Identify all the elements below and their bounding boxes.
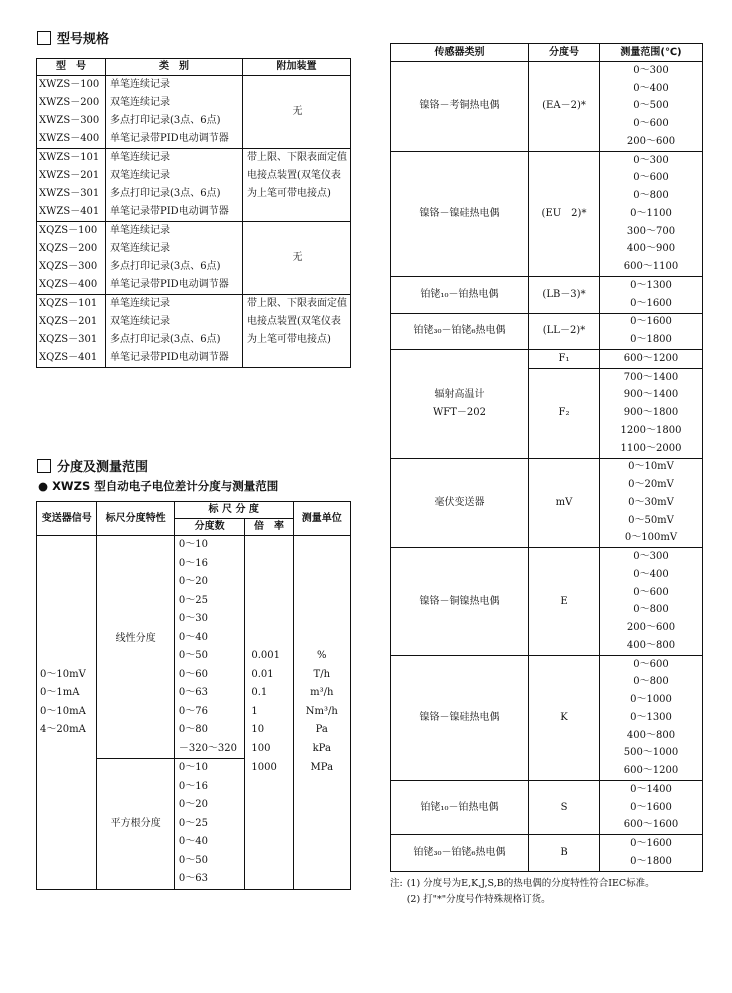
unit-cell	[293, 592, 350, 611]
category-cell: 单笔连续记录	[106, 76, 243, 95]
table-row	[37, 852, 351, 871]
signal-cell	[37, 647, 97, 666]
col-header-unit: 测量单位	[293, 502, 350, 536]
checkbox-square-icon	[37, 459, 51, 473]
range-cell: 0～300	[600, 151, 703, 169]
table-row	[37, 647, 351, 666]
code-cell: (LB－3)*	[529, 277, 600, 314]
col-header-divisions: 分度数	[174, 519, 245, 536]
code-cell: E	[529, 548, 600, 656]
sensor-type-cell: 镍铬－镍硅热电偶	[391, 151, 529, 276]
model-cell: XQZS－101	[37, 295, 106, 314]
division-cell: －320～320	[174, 740, 245, 759]
range-cell: 400～800	[626, 729, 676, 741]
footnotes	[390, 876, 655, 908]
category-cell: 多点打印记录(3点、6点)	[106, 258, 243, 276]
unit-cell: Nm³/h	[305, 705, 338, 717]
signal-cell	[37, 573, 97, 592]
range-cell: 0～1300	[630, 711, 672, 723]
multiplier-cell: 0.01	[245, 666, 293, 685]
unit-cell	[293, 778, 350, 797]
col-header-code: 分度号	[529, 44, 600, 62]
col-header-signal: 变送器信号	[37, 502, 97, 536]
col-header-sensor-type: 传感器类别	[391, 44, 529, 62]
code-cell: (EU 2)*	[529, 151, 600, 276]
signal-cell: 0～10mA	[37, 703, 97, 722]
model-cell: XQZS－401	[37, 349, 106, 368]
extra-device-cell: 带上限、下限表面定值电接点装置(双笔仪表为上笔可带电接点)	[243, 149, 351, 222]
table-row	[37, 536, 351, 555]
model-cell: XQZS－200	[37, 240, 106, 258]
division-cell: 0～50	[174, 852, 245, 871]
sensor-type-cell: 铂铑₁₀－铂热电偶	[391, 277, 529, 314]
sensor-type-line: 辐射高温计	[434, 388, 485, 400]
model-spec-table-wrap	[36, 58, 351, 368]
unit-cell	[293, 610, 350, 629]
unit-cell	[293, 833, 350, 852]
range-cell: 0～10mV	[600, 458, 703, 476]
multiplier-cell	[245, 778, 293, 797]
checkbox-square-icon	[37, 31, 51, 45]
multiplier-cell: 100	[245, 740, 293, 759]
range-cell: 0～800	[633, 676, 669, 688]
table-row	[37, 740, 351, 759]
sensor-type-cell	[391, 350, 529, 459]
signal-cell	[37, 592, 97, 611]
table-row	[391, 655, 703, 673]
unit-cell: Pa	[315, 724, 328, 736]
division-cell: 0～16	[174, 778, 245, 797]
category-cell: 双笔连续记录	[106, 167, 243, 185]
division-cell: 0～10	[174, 759, 245, 778]
model-cell: XWZS－100	[37, 76, 106, 95]
col-header-extra: 附加装置	[243, 59, 351, 76]
subsection-title-text: XWZS 型自动电子电位差计分度与测量范围	[52, 479, 279, 493]
model-cell: XQZS－100	[37, 222, 106, 241]
multiplier-cell	[245, 796, 293, 815]
range-cell: 0～300	[600, 548, 703, 566]
multiplier-cell	[245, 870, 293, 889]
table-row	[37, 222, 351, 241]
table-row	[37, 295, 351, 314]
signal-cell	[37, 778, 97, 797]
table-row	[37, 796, 351, 815]
unit-cell: kPa	[312, 743, 331, 754]
division-cell: 0～40	[174, 629, 245, 648]
unit-cell	[293, 555, 350, 574]
multiplier-cell	[245, 833, 293, 852]
range-cell: 0～600	[633, 172, 669, 184]
range-cell: 400～800	[626, 639, 676, 651]
division-cell: 0～25	[174, 815, 245, 834]
category-cell: 单笔记录带PID电动调节器	[106, 276, 243, 295]
table-row	[37, 555, 351, 574]
table-row	[37, 759, 351, 778]
division-cell: 0～20	[174, 573, 245, 592]
model-cell: XWZS－400	[37, 130, 106, 149]
sensor-range-table-wrap	[390, 43, 703, 872]
division-cell: 0～20	[174, 796, 245, 815]
unit-cell	[293, 852, 350, 871]
code-cell: B	[529, 835, 600, 872]
category-cell: 单笔记录带PID电动调节器	[106, 349, 243, 368]
category-cell: 单笔连续记录	[106, 149, 243, 168]
footnote-line: (2) 打"*"分度号作特殊规格订货。	[406, 894, 551, 905]
range-cell: 0～300	[600, 62, 703, 80]
table-row	[391, 458, 703, 476]
signal-cell	[37, 555, 97, 574]
multiplier-cell	[245, 610, 293, 629]
category-cell: 多点打印记录(3点、6点)	[106, 185, 243, 203]
range-cell: 900～1800	[623, 407, 679, 419]
table-row	[391, 350, 703, 369]
division-cell: 0～50	[174, 647, 245, 666]
category-cell: 多点打印记录(3点、6点)	[106, 331, 243, 349]
section-title-models	[37, 28, 109, 47]
range-cell: 0～30mV	[628, 496, 674, 508]
footnote-line: (1) 分度号为E,K,J,S,B的热电偶的分度特性符合IEC标准。	[406, 878, 655, 889]
unit-cell	[293, 629, 350, 648]
unit-cell: MPa	[310, 762, 334, 773]
range-cell: 0～400	[633, 82, 669, 94]
range-cell: 700～1400	[600, 368, 703, 386]
category-cell: 单笔记录带PID电动调节器	[106, 203, 243, 222]
code-cell: (LL－2)*	[529, 313, 600, 350]
sensor-type-cell: 铂铑₃₀－铂铑₆热电偶	[391, 313, 529, 350]
range-cell: 600～1200	[600, 350, 703, 369]
unit-cell	[293, 796, 350, 815]
multiplier-cell: 1	[245, 703, 293, 722]
range-cell: 200～600	[626, 135, 676, 147]
signal-cell	[37, 759, 97, 778]
category-cell: 双笔连续记录	[106, 313, 243, 331]
range-cell: 0～1000	[630, 694, 672, 706]
col-header-category: 类 别	[106, 59, 243, 76]
category-cell: 多点打印记录(3点、6点)	[106, 112, 243, 130]
scale-table-wrap	[36, 501, 351, 890]
multiplier-cell	[245, 629, 293, 648]
range-cell: 600～1200	[623, 765, 679, 777]
range-cell: 500～1000	[623, 747, 679, 759]
subsection-title	[38, 478, 278, 494]
range-cell: 0～400	[633, 568, 669, 580]
code-cell: K	[529, 655, 600, 780]
division-cell: 0～63	[174, 684, 245, 703]
division-cell: 0～30	[174, 610, 245, 629]
table-row	[37, 778, 351, 797]
table-row	[37, 833, 351, 852]
division-cell: 0～16	[174, 555, 245, 574]
table-row	[37, 721, 351, 740]
signal-cell	[37, 833, 97, 852]
range-cell: 0～50mV	[628, 514, 674, 526]
range-cell: 1200～1800	[620, 424, 682, 436]
range-cell: 0～600	[633, 586, 669, 598]
unit-cell	[293, 870, 350, 889]
range-cell: 200～600	[626, 622, 676, 634]
multiplier-cell	[245, 852, 293, 871]
range-cell: 0～1400	[600, 781, 703, 799]
table-row	[37, 573, 351, 592]
extra-device-cell: 带上限、下限表面定值电接点装置(双笔仪表为上笔可带电接点)	[243, 295, 351, 368]
multiplier-cell	[245, 573, 293, 592]
code-cell: F₁	[529, 350, 600, 369]
sensor-type-cell: 铂铑₁₀－铂热电偶	[391, 781, 529, 835]
range-cell: 300～700	[626, 225, 676, 237]
multiplier-cell	[245, 536, 293, 555]
model-cell: XQZS－300	[37, 258, 106, 276]
range-cell: 0～1600	[630, 801, 672, 813]
sensor-type-cell: 镍铬－铜镍热电偶	[391, 548, 529, 656]
division-cell: 0～10	[174, 536, 245, 555]
range-cell: 400～900	[626, 243, 676, 255]
range-cell: 0～500	[633, 100, 669, 112]
signal-cell: 4～20mA	[37, 721, 97, 740]
table-row	[391, 835, 703, 853]
range-cell: 1100～2000	[620, 442, 682, 454]
footnote-prefix: 注:	[390, 878, 403, 889]
unit-cell	[293, 573, 350, 592]
model-cell: XQZS－301	[37, 331, 106, 349]
table-row	[37, 610, 351, 629]
table-row	[37, 629, 351, 648]
model-spec-table	[36, 58, 351, 368]
col-header-range: 测量范围(℃)	[600, 44, 703, 62]
table-row	[391, 277, 703, 295]
range-cell: 0～1300	[600, 277, 703, 295]
model-cell: XWZS－200	[37, 94, 106, 112]
table-row	[37, 149, 351, 168]
range-cell: 0～1800	[630, 334, 672, 346]
multiplier-cell: 0.1	[245, 684, 293, 703]
section-title-text: 分度及测量范围	[57, 460, 149, 475]
linear-scale-label: 线性分度	[97, 536, 174, 759]
signal-cell	[37, 796, 97, 815]
division-cell: 0～25	[174, 592, 245, 611]
signal-cell	[37, 740, 97, 759]
col-header-scale-char: 标尺分度特性	[97, 502, 174, 536]
signal-cell	[37, 629, 97, 648]
category-cell: 单笔连续记录	[106, 222, 243, 241]
division-cell: 0～60	[174, 666, 245, 685]
signal-cell: 0～10mV	[37, 666, 97, 685]
multiplier-cell: 1000	[245, 759, 293, 778]
table-row	[37, 666, 351, 685]
model-cell: XQZS－201	[37, 313, 106, 331]
table-row	[391, 151, 703, 169]
code-cell: F₂	[529, 368, 600, 458]
signal-cell	[37, 610, 97, 629]
range-cell: 600～1100	[623, 261, 679, 273]
col-header-multiplier: 倍 率	[245, 519, 293, 536]
table-row	[37, 703, 351, 722]
table-row	[37, 592, 351, 611]
model-cell: XWZS－201	[37, 167, 106, 185]
signal-cell	[37, 815, 97, 834]
range-cell: 0～1100	[630, 207, 672, 219]
unit-cell: m³/h	[310, 687, 334, 699]
scale-table	[36, 501, 351, 890]
table-row	[391, 781, 703, 799]
sensor-type-cell: 镍铬－镍硅热电偶	[391, 655, 529, 780]
col-header-model: 型 号	[37, 59, 106, 76]
table-row	[37, 76, 351, 95]
division-cell: 0～80	[174, 721, 245, 740]
division-cell: 0～63	[174, 870, 245, 889]
range-cell: 0～1600	[630, 297, 672, 309]
range-cell: 0～600	[600, 655, 703, 673]
sensor-type-cell: 铂铑₃₀－铂铑₆热电偶	[391, 835, 529, 872]
category-cell: 双笔连续记录	[106, 94, 243, 112]
section-title-text: 型号规格	[57, 32, 110, 47]
sensor-type-cell: 毫伏变送器	[391, 458, 529, 548]
code-cell: mV	[529, 458, 600, 548]
division-cell: 0～76	[174, 703, 245, 722]
model-cell: XWZS－101	[37, 149, 106, 168]
range-cell: 0～20mV	[628, 479, 674, 491]
sensor-type-cell: 镍铬－考铜热电偶	[391, 62, 529, 152]
range-cell: 0～800	[633, 190, 669, 202]
extra-device-cell: 无	[243, 222, 351, 295]
multiplier-cell	[245, 555, 293, 574]
code-cell: (EA－2)*	[529, 62, 600, 152]
category-cell: 单笔记录带PID电动调节器	[106, 130, 243, 149]
model-cell: XQZS－400	[37, 276, 106, 295]
range-cell: 0～1600	[600, 313, 703, 331]
range-cell: 0～800	[633, 604, 669, 616]
multiplier-cell: 10	[245, 721, 293, 740]
signal-cell	[37, 870, 97, 889]
col-header-scale: 标 尺 分 度	[174, 502, 293, 519]
section-title-ranges	[37, 456, 148, 475]
range-cell: 0～1600	[600, 835, 703, 853]
model-cell: XWZS－301	[37, 185, 106, 203]
code-cell: S	[529, 781, 600, 835]
signal-cell: 0～1mA	[37, 684, 97, 703]
bullet-icon: ●	[38, 479, 49, 493]
table-row	[391, 548, 703, 566]
unit-cell: %	[317, 650, 327, 662]
range-cell: 0～600	[633, 118, 669, 130]
model-cell: XWZS－300	[37, 112, 106, 130]
unit-cell	[293, 815, 350, 834]
division-cell: 0～40	[174, 833, 245, 852]
sqrt-scale-label: 平方根分度	[97, 759, 174, 890]
table-row	[391, 313, 703, 331]
table-row	[37, 684, 351, 703]
category-cell: 单笔连续记录	[106, 295, 243, 314]
signal-cell	[37, 852, 97, 871]
sensor-range-table	[390, 43, 703, 872]
table-row	[37, 815, 351, 834]
table-row	[37, 870, 351, 889]
multiplier-cell	[245, 815, 293, 834]
range-cell: 900～1400	[623, 389, 679, 401]
table-row	[391, 62, 703, 80]
range-cell: 0～100mV	[624, 532, 678, 544]
sensor-type-line: WFT－202	[433, 406, 486, 418]
category-cell: 双笔连续记录	[106, 240, 243, 258]
unit-cell	[293, 536, 350, 555]
signal-cell	[37, 536, 97, 555]
extra-device-cell: 无	[292, 106, 303, 117]
unit-cell: T/h	[313, 668, 331, 680]
multiplier-cell	[245, 592, 293, 611]
multiplier-cell: 0.001	[245, 647, 293, 666]
model-cell: XWZS－401	[37, 203, 106, 222]
range-cell: 0～1800	[630, 855, 672, 867]
range-cell: 600～1600	[623, 819, 679, 831]
